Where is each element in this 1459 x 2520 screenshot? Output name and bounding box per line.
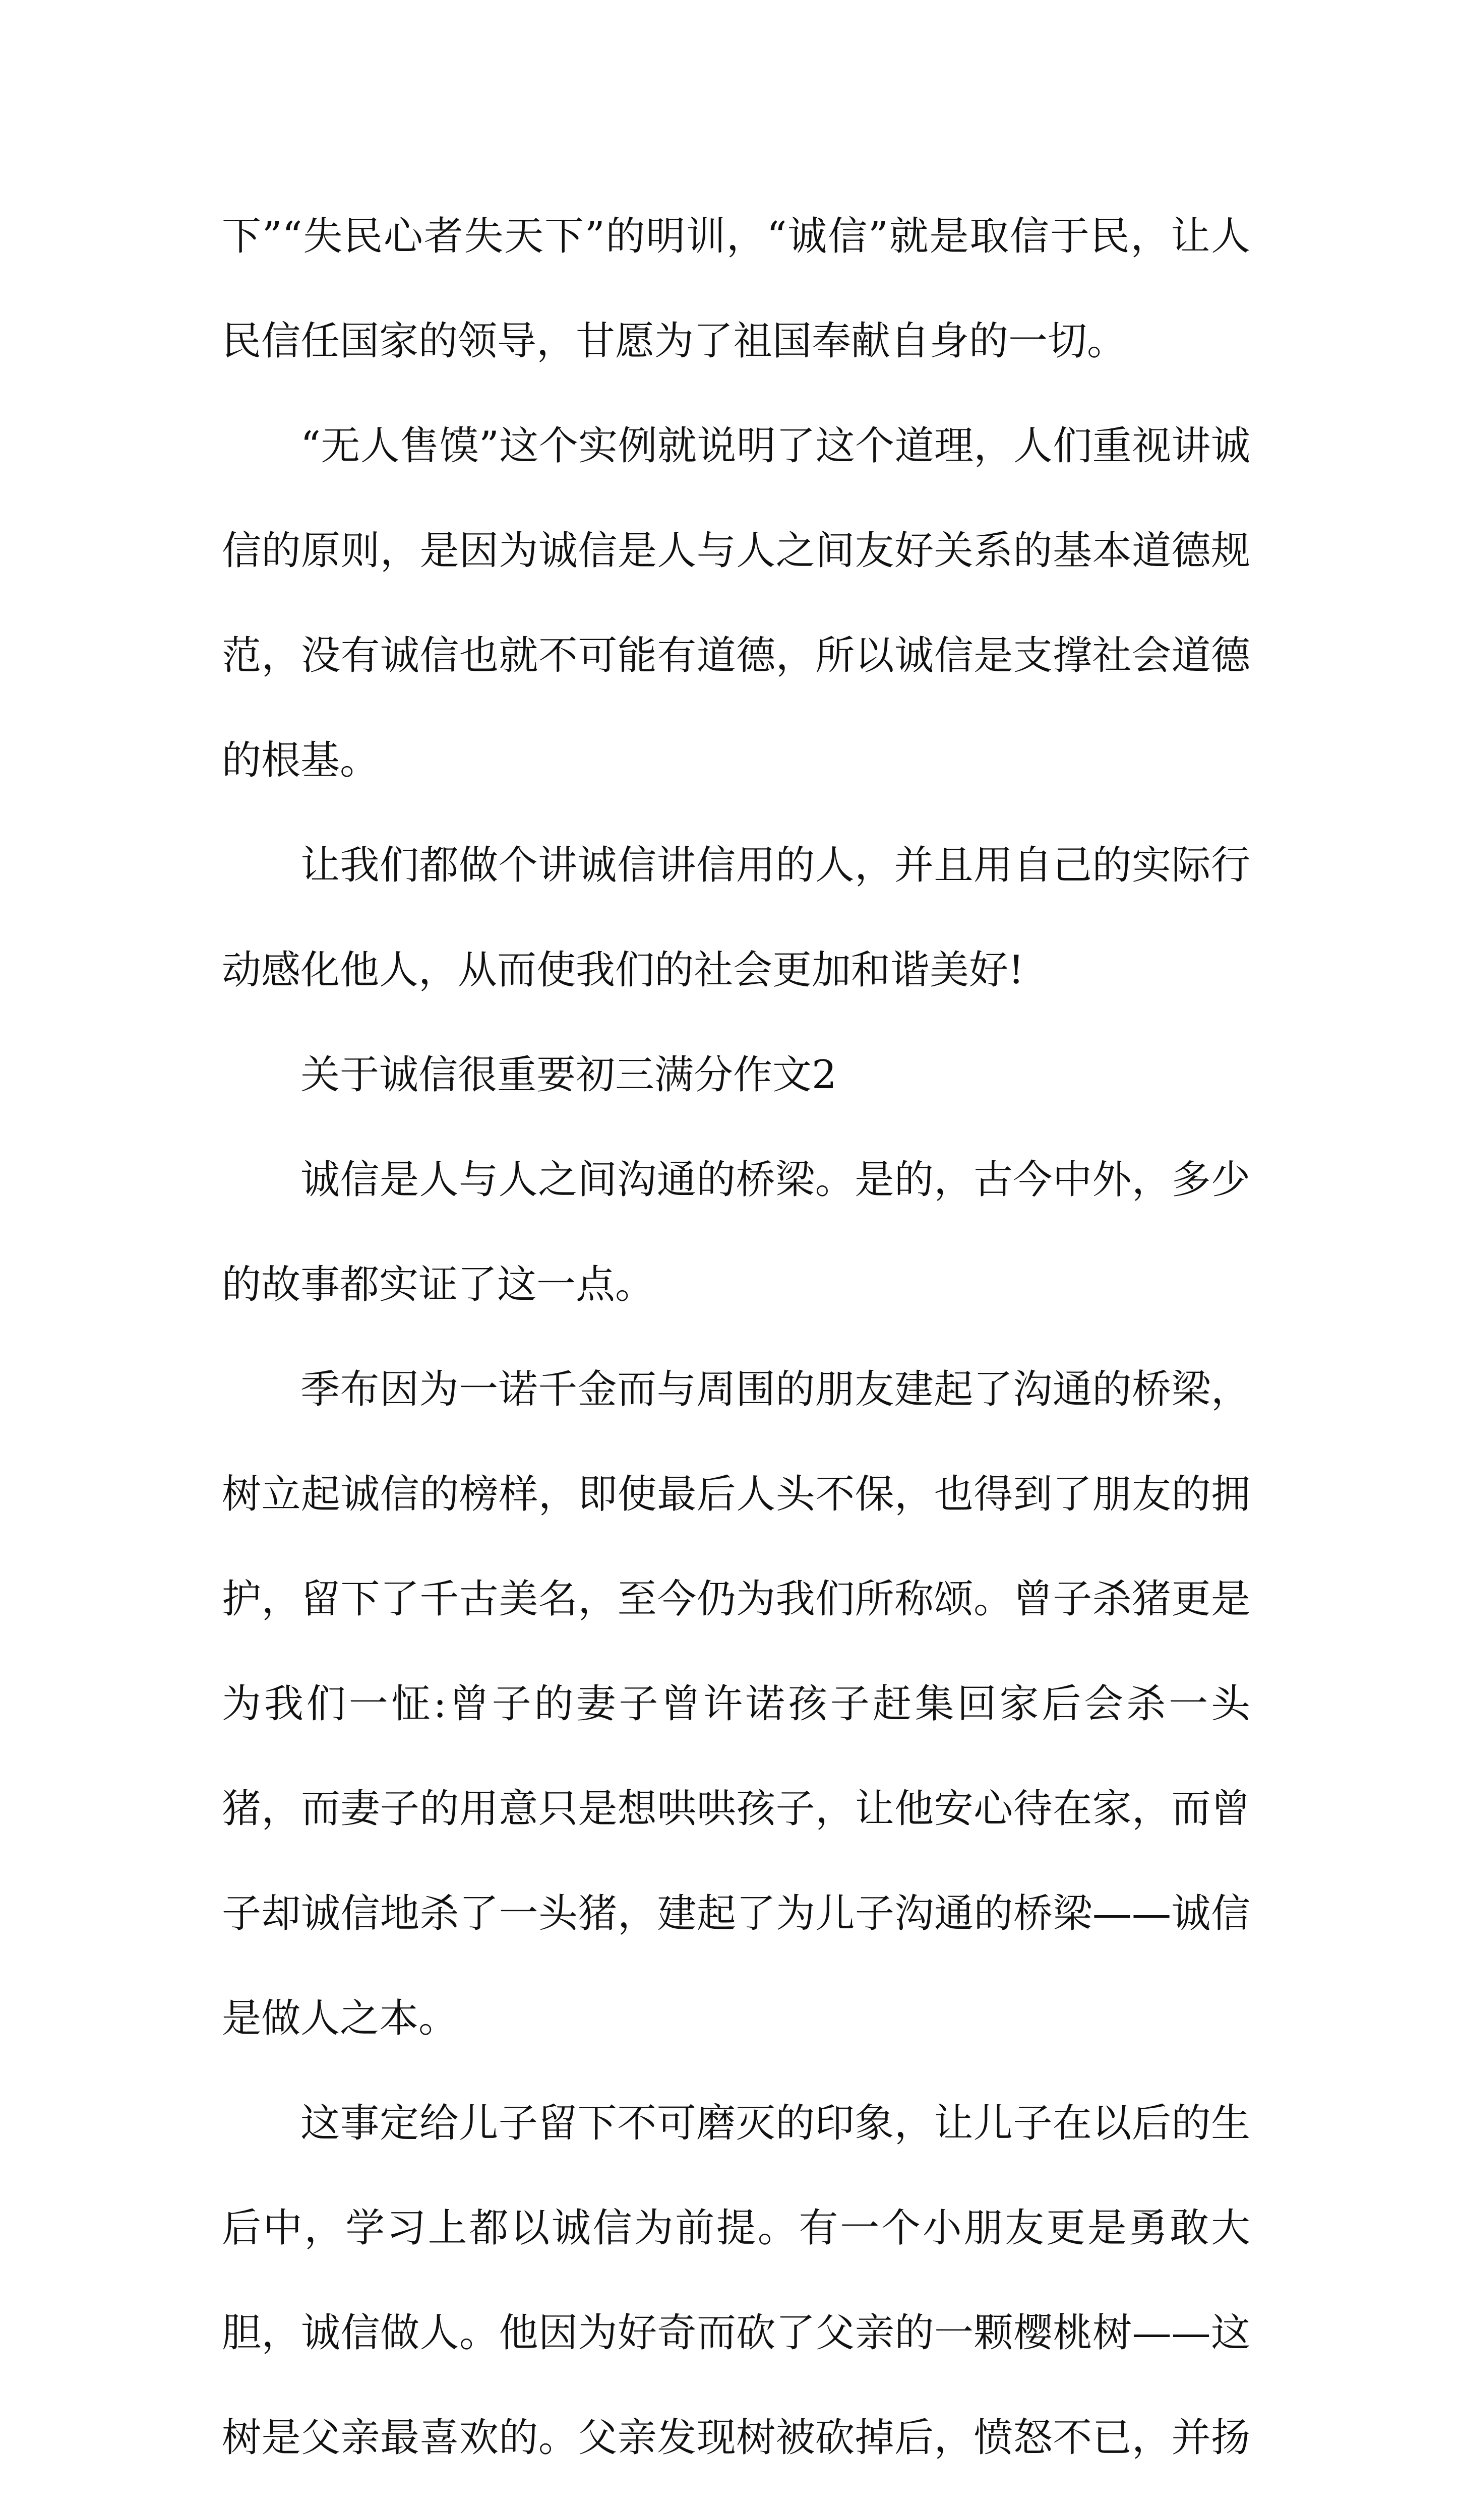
paragraph-5: 季布因为一诺千金而与周围的朋友建起了沟通的桥梁，树立起诚信的榜样，即使最后人头不保，也得到了朋友的拥护，留下了千古美名，至今仍为我们所称颂。曾子杀猪更是为我们一怔:曾子的妻子曾许诺孩子赶集回家后会杀一头猪，而妻子的用意只是想哄哄孩子，让他安心待在家，而曾子却诚信地杀了一头猪，建起了为儿子沟通的桥梁——诚信是做人之本。: [222, 1367, 1250, 2041]
paragraph-6: 这事定给儿子留下不可磨灭的印象，让儿子在以后的生后中，学习上都以诚信为前提。有一个小朋友更是勇敢大胆，诚信做人。他因为好奇而砍了父亲的一颗樱桃树——这树是父亲最喜欢的。父亲发现树被砍掉后，愤怒不已，并扬: [222, 2101, 1250, 2461]
paragraph-3: 让我们都做个讲诚信讲信用的人，并且用自己的实际行动感化他人，从而使我们的社会更加和谐美好!: [222, 843, 1250, 993]
section-heading: 关于诚信很重要初三满分作文2: [300, 1052, 837, 1098]
paragraph-1: 下”“失民心者失天下”的明训，“诚信”就是取信于民，让人民信任国家的领导，甘愿为了祖国奉献自身的一切。: [222, 214, 1250, 364]
paragraph-2: “无人售馍”这个实例就说明了这个道理，人们重视讲诚信的原则，是因为诚信是人与人之间友好关系的基本道德规范，没有诚信也就不可能有道德，所以诚信是支撑社会道德的根基。: [222, 423, 1250, 783]
paragraph-4: 诚信是人与人之间沟通的桥梁。是的，古今中外，多少的故事都实证了这一点。: [222, 1157, 1250, 1307]
document-body: [222, 184, 1250, 2520]
